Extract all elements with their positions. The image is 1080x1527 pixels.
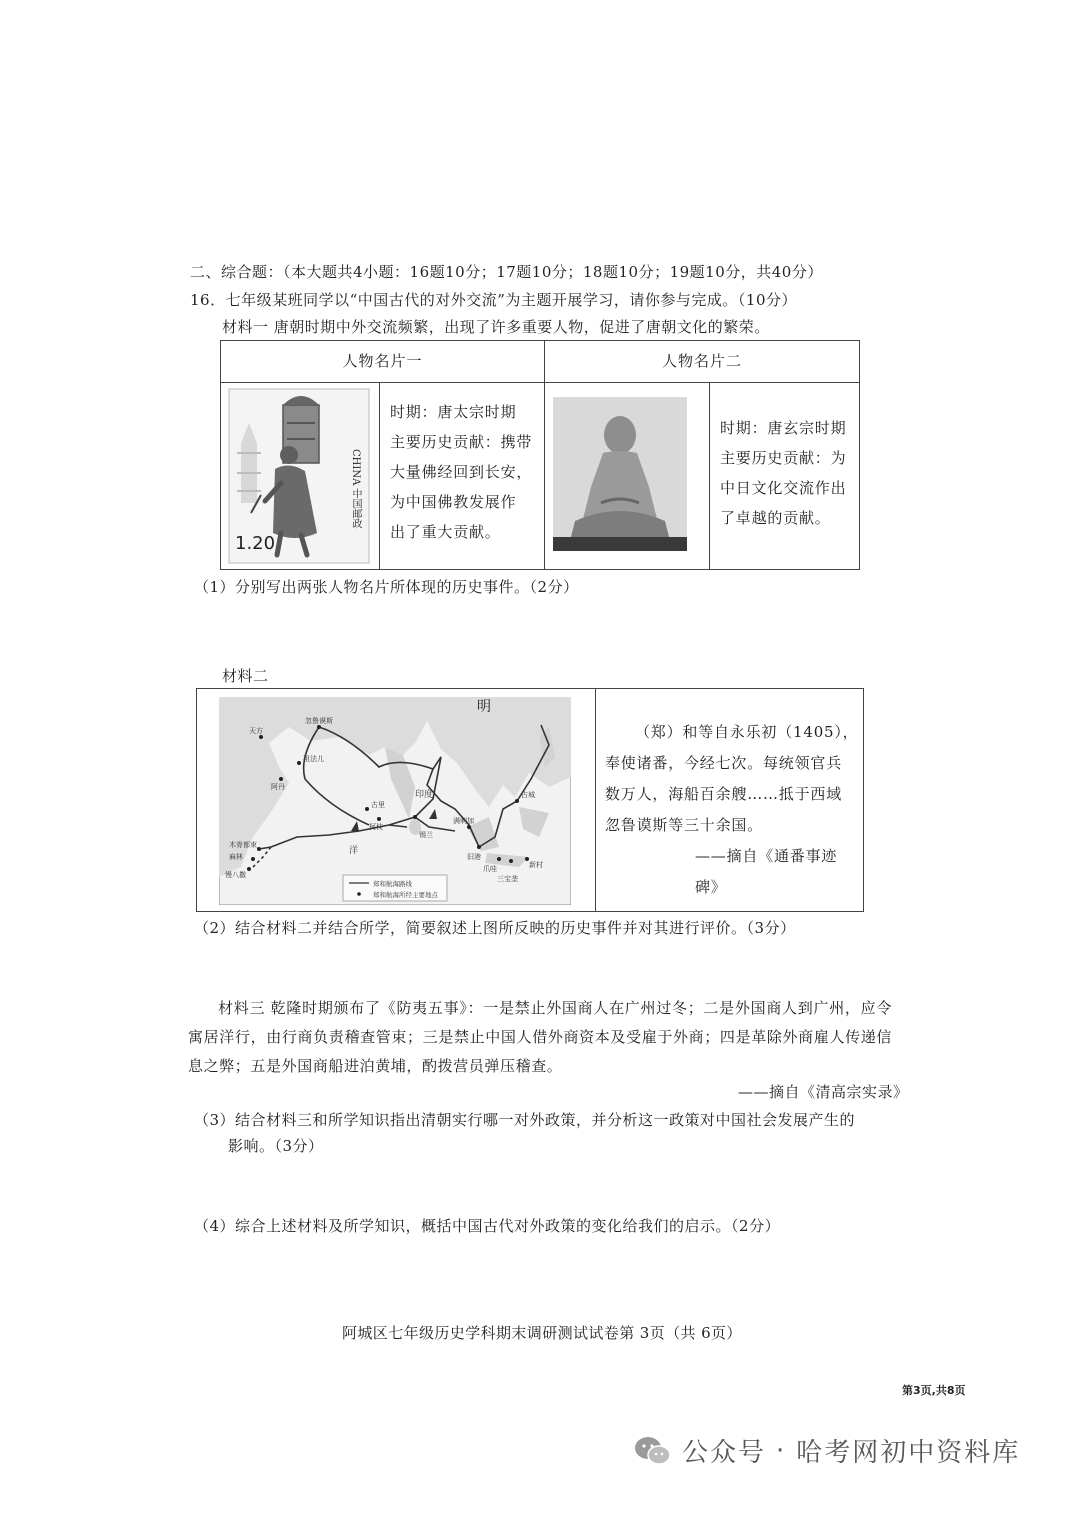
question-3-line2: 影响。（3分） <box>228 1137 324 1155</box>
map-place: 阿丹 <box>271 783 285 791</box>
material-2-frame <box>196 688 864 912</box>
map-place: 爪哇 <box>483 865 497 873</box>
card1-title: 人物名片一 <box>342 352 423 370</box>
question-4: （4）综合上述材料及所学知识，概括中国古代对外政策的变化给我们的启示。（2分） <box>194 1217 781 1235</box>
map-place: 柯枝 <box>369 823 383 831</box>
question-2: （2）结合材料二并结合所学，简要叙述上图所反映的历史事件并对其进行评价。（3分） <box>194 919 796 937</box>
map-legend-places: 郑和航海所经主要地点 <box>373 891 438 899</box>
stamp-label: CHINA 中国邮政 <box>350 449 361 529</box>
card2-text <box>710 383 859 533</box>
card2-line: 时期：唐玄宗时期 <box>720 419 847 437</box>
quote-line: 奉使诸番，今经七次。每统领官兵 <box>605 754 843 772</box>
card1-title-cell <box>221 341 545 383</box>
material-3-text: 材料三 乾隆时期颁布了《防夷五事》：一是禁止外国商人在广州过冬；二是外国商人到广州，应令寓居洋行，由行商负责稽查管束；三是禁止中国人借外商资本及受雇于外商；四是革除外商雇人传递信息之弊；五是外国商船进泊黄埔，酌拨营员弹压稽查。 <box>188 999 892 1075</box>
quote-line: 忽鲁谟斯等三十余国。 <box>605 816 764 834</box>
map-place: 旧港 <box>467 853 481 861</box>
map-place: 锡兰 <box>419 831 433 839</box>
watermark-prefix: 公众号 <box>682 1438 767 1468</box>
card1-text <box>380 383 544 547</box>
card2-line: 主要历史贡献：为 <box>720 449 847 467</box>
card2-line: 中日文化交流作出 <box>720 479 847 497</box>
page-footer: 阿城区七年级历史学科期末调研测试试卷第 3页（共 6页） <box>342 1324 742 1342</box>
person-cards-table <box>220 340 860 570</box>
map-place: 天方 <box>249 727 263 735</box>
map-place: 新村 <box>529 861 543 869</box>
material-1-intro: 材料一 唐朝时期中外交流频繁，出现了许多重要人物，促进了唐朝文化的繁荣。 <box>222 318 770 336</box>
material-2-label: 材料二 <box>222 667 269 685</box>
page-indicator: 第3页,共8页 <box>902 1384 966 1397</box>
material-3-source: ——摘自《清高宗实录》 <box>738 1083 909 1101</box>
material-2-quote <box>605 717 861 903</box>
map-label-country: 明 <box>477 699 491 715</box>
card2-title-cell <box>545 341 860 383</box>
card2-title: 人物名片二 <box>661 352 742 370</box>
map-place: 祖法儿 <box>303 755 324 763</box>
section-header: 二、综合题：（本大题共4小题：16题10分；17题10分；18题10分；19题10分，共40分） <box>190 263 823 281</box>
card1-image-cell <box>221 383 380 570</box>
watermark-name: 哈考网初中资料库 <box>796 1438 1021 1468</box>
quote-source: ——摘自《通番事迹碑》 <box>695 847 838 896</box>
card1-line: 为中国佛教发展作 <box>390 493 517 511</box>
watermark-separator: · <box>776 1435 787 1466</box>
card1-line: 出了重大贡献。 <box>390 523 501 541</box>
wechat-icon <box>634 1435 672 1467</box>
card2-line: 了卓越的贡献。 <box>720 509 831 527</box>
card1-line: 时期：唐太宗时期 <box>390 403 517 421</box>
map-place: 三宝垄 <box>497 875 518 883</box>
question-1: （1）分别写出两张人物名片所体现的历史事件。（2分） <box>194 578 579 596</box>
card1-text-cell <box>380 383 545 570</box>
frame-divider <box>595 689 596 911</box>
map-place: 麻林 <box>229 853 243 861</box>
map-legend-route: 郑和航海路线 <box>373 880 412 888</box>
watermark <box>634 1432 1020 1469</box>
stamp-value: 1.20 <box>235 533 276 554</box>
question-16-intro: 16．七年级某班同学以“中国古代的对外交流”为主题开展学习，请你参与完成。（10分） <box>190 291 798 309</box>
question-3-line1: （3）结合材料三和所学知识指出清朝实行哪一对外政策，并分析这一政策对中国社会发展产生的 <box>194 1111 856 1129</box>
jianzhen-statue-image <box>545 383 705 569</box>
card2-image-cell <box>545 383 710 570</box>
map-label-sea: 印度 <box>415 790 434 800</box>
map-place: 慢八撒 <box>225 871 246 879</box>
card2-text-cell <box>710 383 860 570</box>
card1-line: 大量佛经回到长安， <box>390 463 533 481</box>
zheng-he-route-map <box>219 697 571 905</box>
map-label-sea: 洋 <box>349 846 359 856</box>
quote-line: （郑）和等自永乐初（1405）， <box>635 723 859 741</box>
map-place: 满剌加 <box>453 817 474 825</box>
card1-line: 主要历史贡献：携带 <box>390 433 533 451</box>
map-place: 木骨都束 <box>229 841 257 849</box>
map-place: 占城 <box>521 791 535 799</box>
map-place: 忽鲁谟斯 <box>305 717 333 725</box>
quote-line: 数万人，海船百余艘……抵于西域 <box>605 785 843 803</box>
map-place: 古里 <box>371 801 385 809</box>
